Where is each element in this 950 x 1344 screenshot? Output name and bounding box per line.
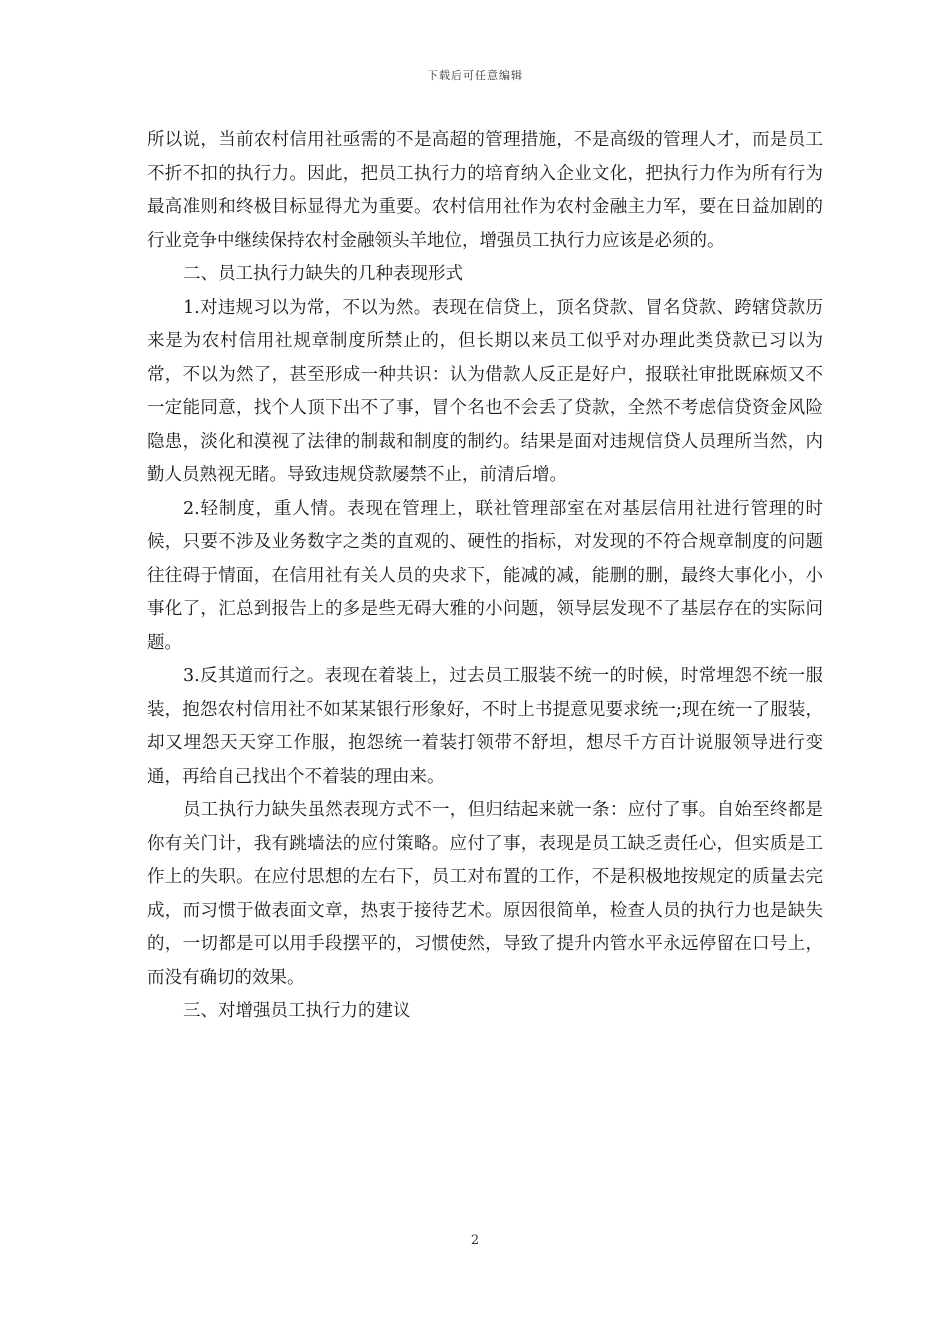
paragraph: 2.轻制度，重人情。表现在管理上，联社管理部室在对基层信用社进行管理的时候，只要不涉及业务数字之类的直观的、硬性的指标，对发现的不符合规章制度的问题往往碍于情面，在信用社有关人员的央求下，能减的减，能删的删，最终大事化小，小事化了，汇总到报告上的多是些无碍大雅的小问题，领导层发现不了基层存在的实际问题。: [147, 498, 823, 653]
document-body: [147, 124, 823, 1029]
paragraph: 1.对违规习以为常，不以为然。表现在信贷上，顶名贷款、冒名贷款、跨辖贷款历来是为农村信用社规章制度所禁止的，但长期以来员工似乎对办理此类贷款已习以为常，不以为然了，甚至形成一种共识：认为借款人反正是好户，报联社审批既麻烦又不一定能同意，找个人顶下出不了事，冒个名也不会丢了贷款，全然不考虑信贷资金风险隐患，淡化和漠视了法律的制裁和制度的制约。结果是面对违规信贷人员理所当然，内勤人员熟视无睹。导致违规贷款屡禁不止，前清后增。: [147, 297, 823, 485]
paragraph: 员工执行力缺失虽然表现方式不一，但归结起来就一条：应付了事。自始至终都是你有关门计，我有跳墙法的应付策略。应付了事，表现是员工缺乏责任心，但实质是工作上的失职。在应付思想的左右下，员工对布置的工作，不是积极地按规定的质量去完成，而习惯于做表面文章，热衷于接待艺术。原因很简单，检查人员的执行力也是缺失的，一切都是可以用手段摆平的，习惯使然，导致了提升内管水平永远停留在口号上，而没有确切的效果。: [147, 800, 823, 988]
section-heading: 二、员工执行力缺失的几种表现形式: [183, 264, 463, 284]
page-header: 下载后可任意编辑: [427, 69, 523, 82]
paragraph: 所以说，当前农村信用社亟需的不是高超的管理措施，不是高级的管理人才，而是员工不折不扣的执行力。因此，把员工执行力的培育纳入企业文化，把执行力作为所有行为最高准则和终极目标显得尤为重要。农村信用社作为农村金融主力军，要在日益加剧的行业竞争中继续保持农村金融领头羊地位，增强员工执行力应该是必须的。: [147, 130, 823, 251]
section-heading: 三、对增强员工执行力的建议: [183, 1001, 411, 1021]
page-number: 2: [470, 1233, 480, 1248]
paragraph: 3.反其道而行之。表现在着装上，过去员工服装不统一的时候，时常埋怨不统一服装，抱怨农村信用社不如某某银行形象好，不时上书提意见要求统一;现在统一了服装，却又埋怨天天穿工作服，抱怨统一着装打领带不舒坦，想尽千方百计说服领导进行变通，再给自己找出个不着装的理由来。: [147, 666, 823, 787]
